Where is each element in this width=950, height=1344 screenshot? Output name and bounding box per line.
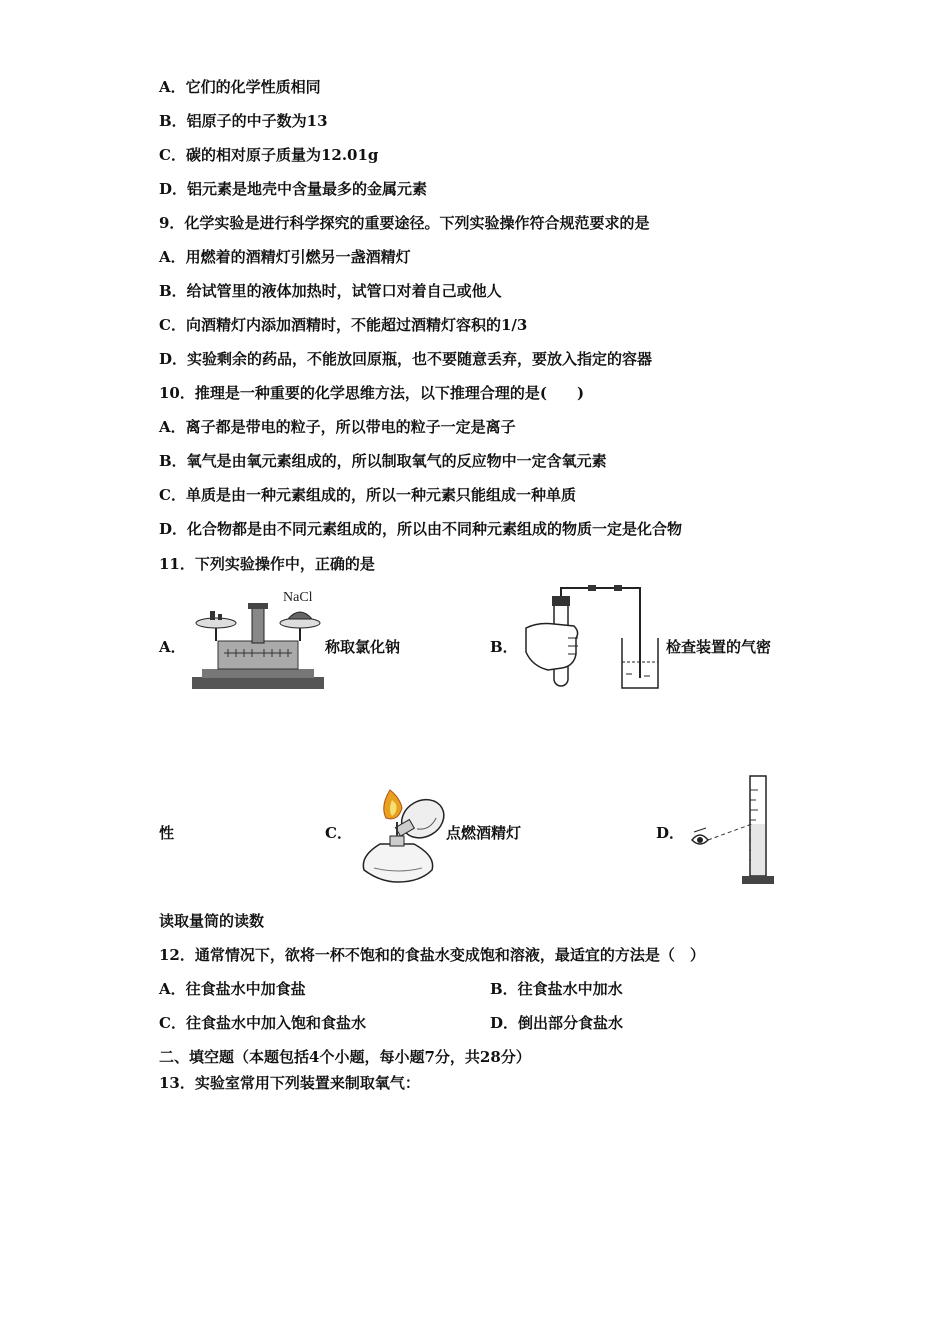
q9-option-c: C．向酒精灯内添加酒精时，不能超过酒精灯容积的1/3 xyxy=(159,316,528,334)
q8-option-d: D．铝元素是地壳中含量最多的金属元素 xyxy=(159,180,428,198)
graduated-cylinder-figure xyxy=(686,770,782,888)
q10-option-c: C．单质是由一种元素组成的，所以一种元素只能组成一种单质 xyxy=(159,486,576,504)
q9-option-d: D．实验剩余的药品，不能放回原瓶，也不要随意丢弃，要放入指定的容器 xyxy=(159,350,653,368)
airtightness-figure xyxy=(518,582,666,694)
q10-stem: 10．推理是一种重要的化学思维方法，以下推理合理的是( ) xyxy=(159,384,585,402)
q11-c-caption: 点燃酒精灯 xyxy=(446,824,522,842)
q9-option-a: A．用燃着的酒精灯引燃另一盏酒精灯 xyxy=(159,248,411,266)
q8-option-a: A．它们的化学性质相同 xyxy=(159,78,321,96)
q11-stem: 11．下列实验操作中，正确的是 xyxy=(159,555,375,573)
q12-option-a: A．往食盐水中加食盐 xyxy=(159,980,306,998)
q9-stem: 9．化学实验是进行科学探究的重要途径。下列实验操作符合规范要求的是 xyxy=(159,214,650,232)
q12-option-b: B．往食盐水中加水 xyxy=(490,980,623,998)
nacl-figure-label: NaCl xyxy=(283,590,313,605)
section2-heading: 二、填空题（本题包括4个小题，每小题7分，共28分） xyxy=(159,1048,531,1066)
q11-b-caption: 检查装置的气密 xyxy=(666,638,772,656)
q9-option-b: B．给试管里的液体加热时，试管口对着自己或他人 xyxy=(159,282,502,300)
q11-d-label: D． xyxy=(656,824,685,842)
q11-c-label: C． xyxy=(325,824,352,842)
q12-stem: 12．通常情况下，欲将一杯不饱和的食盐水变成饱和溶液，最适宜的方法是（ ） xyxy=(159,946,705,964)
balance-figure xyxy=(188,585,328,693)
q11-b-caption-continued: 性 xyxy=(159,824,175,842)
q11-b-label: B． xyxy=(490,638,518,656)
q10-option-a: A．离子都是带电的粒子，所以带电的粒子一定是离子 xyxy=(159,418,516,436)
q10-option-b: B．氧气是由氧元素组成的，所以制取氧气的反应物中一定含氧元素 xyxy=(159,452,607,470)
q12-option-c: C．往食盐水中加入饱和食盐水 xyxy=(159,1014,366,1032)
q12-option-d: D．倒出部分食盐水 xyxy=(490,1014,624,1032)
q8-option-c: C．碳的相对原子质量为12.01g xyxy=(159,146,379,164)
q13-stem: 13．实验室常用下列装置来制取氧气： xyxy=(159,1074,420,1092)
q11-a-label: A． xyxy=(159,638,186,656)
q10-option-d: D．化合物都是由不同元素组成的，所以由不同种元素组成的物质一定是化合物 xyxy=(159,520,683,538)
q11-a-caption: 称取氯化钠 xyxy=(325,638,401,656)
q8-option-b: B．铝原子的中子数为13 xyxy=(159,112,328,130)
q11-d-caption: 读取量筒的读数 xyxy=(159,912,265,930)
alcohol-lamp-figure xyxy=(350,778,448,888)
